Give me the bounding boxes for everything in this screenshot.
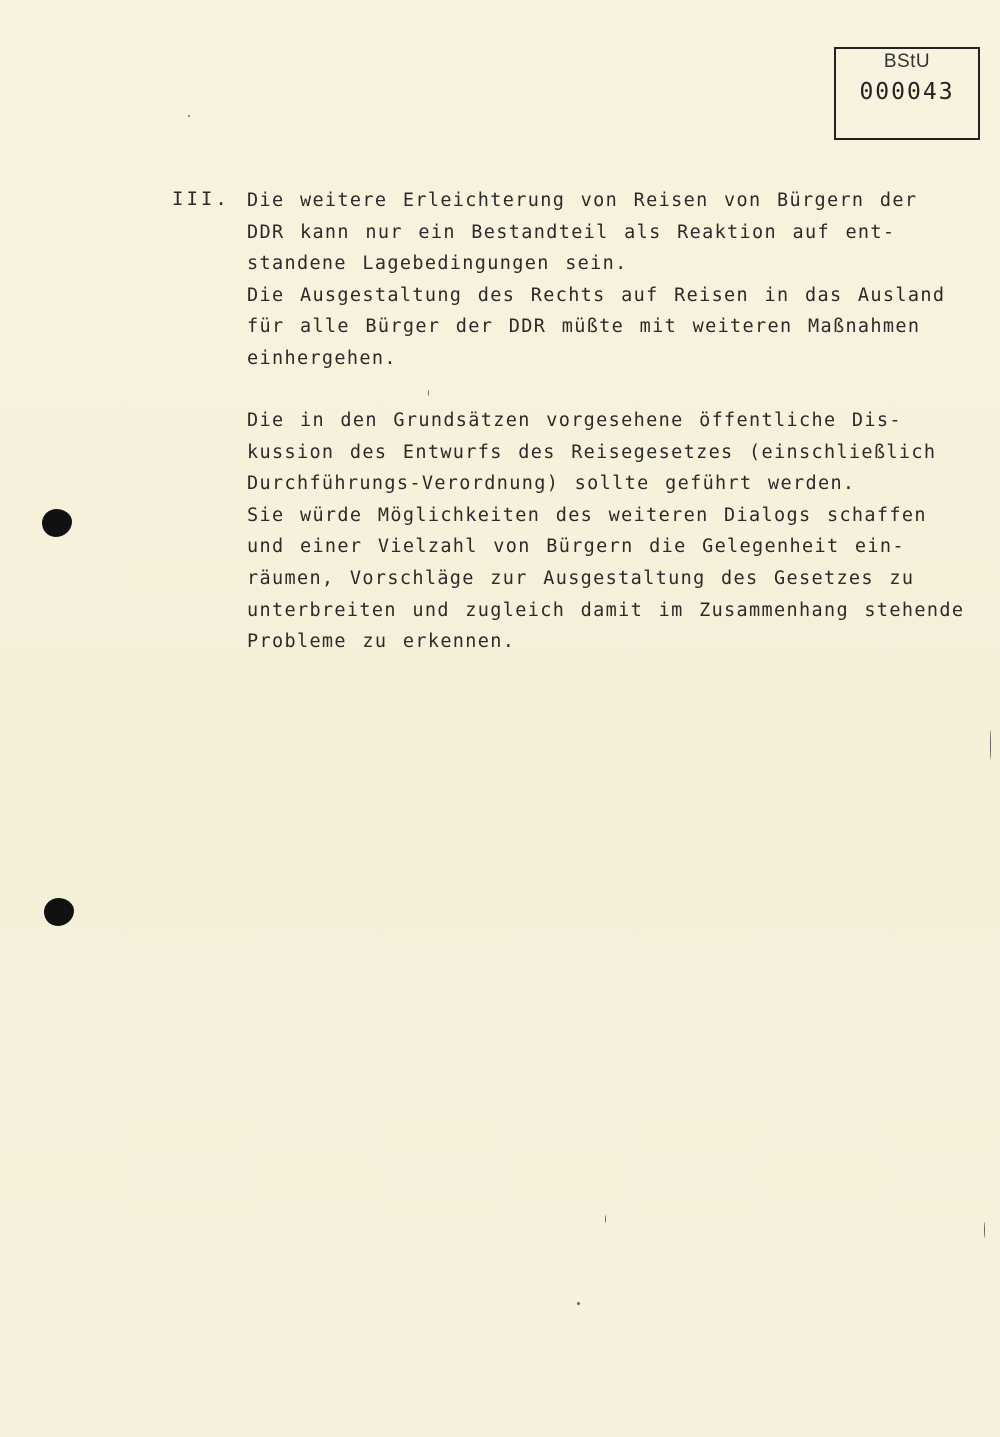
paper-speck bbox=[188, 115, 190, 117]
text-line: räumen, Vorschläge zur Ausgestaltung des Gesetzes zu bbox=[247, 567, 915, 589]
paragraph-2 bbox=[247, 405, 964, 658]
text-line: kussion des Entwurfs des Reisegesetzes (einschließlich bbox=[247, 441, 937, 463]
paper-speck bbox=[428, 390, 429, 396]
paper-speck bbox=[605, 1215, 606, 1223]
stamp-page-number: 000043 bbox=[859, 79, 955, 105]
text-line: Sie würde Möglichkeiten des weiteren Dialogs schaffen bbox=[247, 504, 927, 526]
section-numeral: III. bbox=[172, 188, 230, 210]
paper-speck bbox=[990, 730, 991, 760]
text-line: und einer Vielzahl von Bürgern die Gelegenheit ein- bbox=[247, 536, 905, 558]
text-line: Probleme zu erkennen. bbox=[247, 631, 516, 653]
text-line: für alle Bürger der DDR müßte mit weiteren Maßnahmen bbox=[247, 316, 921, 338]
punch-hole bbox=[42, 509, 72, 537]
stamp-organization: BStU bbox=[883, 51, 931, 72]
paragraph-1 bbox=[247, 185, 945, 375]
punch-hole bbox=[44, 898, 74, 926]
text-line: Durchführungs-Verordnung) sollte geführt werden. bbox=[247, 473, 856, 495]
text-line: Die weitere Erleichterung von Reisen von Bürgern der bbox=[247, 190, 918, 211]
archive-stamp bbox=[834, 47, 980, 140]
text-line: einhergehen. bbox=[247, 347, 397, 369]
paper-speck bbox=[984, 1222, 985, 1238]
text-line: DDR kann nur ein Bestandteil als Reaktion auf ent- bbox=[247, 221, 896, 243]
text-line: Die Ausgestaltung des Rechts auf Reisen in das Ausland bbox=[247, 284, 946, 306]
paper-speck bbox=[577, 1302, 580, 1305]
text-line: standene Lagebedingungen sein. bbox=[247, 253, 628, 275]
text-line: unterbreiten und zugleich damit im Zusammenhang stehende bbox=[247, 599, 965, 621]
text-line: Die in den Grundsätzen vorgesehene öffentliche Dis- bbox=[247, 410, 902, 431]
